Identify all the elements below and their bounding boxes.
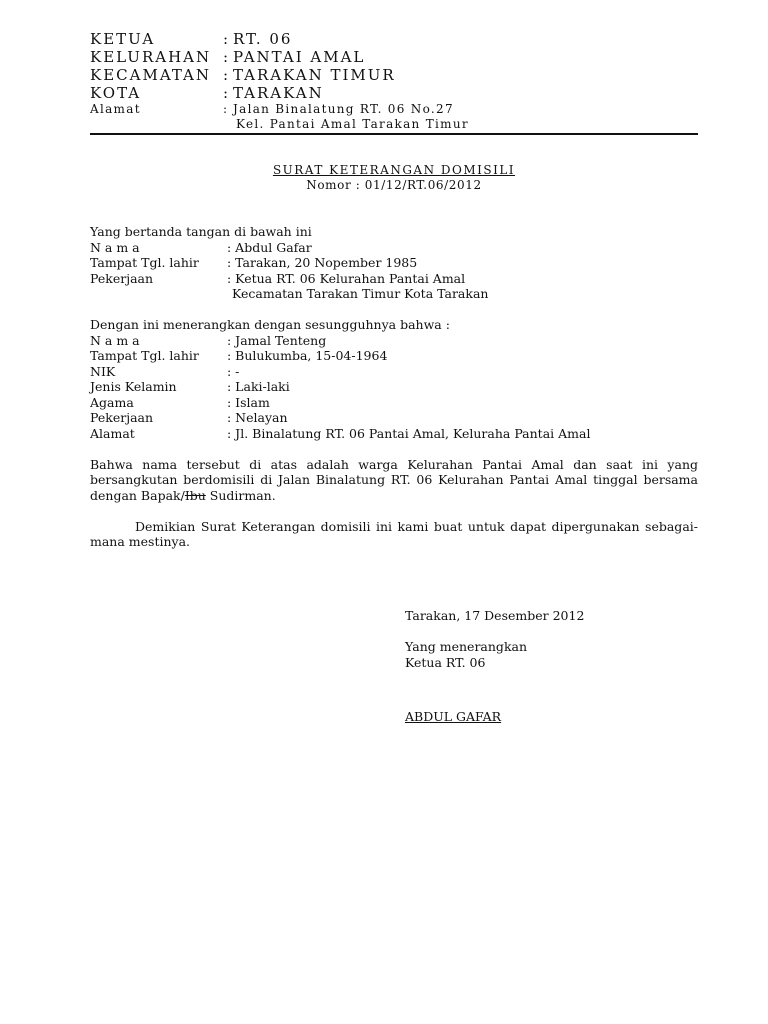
letter-body [90,224,698,550]
subject-name-row: N a m a : Jamal Tenteng [90,332,327,348]
signer-job-row: Pekerjaan : Ketua RT. 06 Kelurahan Pantai Amal [90,270,466,286]
signer-position: Ketua RT. 06 [405,654,486,670]
letterhead [90,30,700,132]
statement-paragraph: Bahwa nama tersebut di atas adalah warga Kelurahan Pantai Amal dan saat ini yang bersangkutan berdomisili di Jalan Binalatung RT. 06 Kelurahan Pantai Amal tinggal bersama dengan Bapak/Ibu Sudirman. [90,456,698,503]
subject-birth-row: Tampat Tgl. lahir : Bulukumba, 15-04-1964 [90,348,388,363]
letterhead-address: Alamat : Jalan Binalatung RT. 06 No.27 [90,102,454,116]
signer-intro: Yang bertanda tangan di bawah ini [90,224,312,239]
letterhead-address-line2: Kel. Pantai Amal Tarakan Timur [236,117,469,131]
signer-name: ABDUL GAFAR [405,709,502,724]
letterhead-row-kota: KOTA : TARAKAN [90,84,324,102]
signer-birth-row: Tampat Tgl. lahir : Tarakan, 20 Nopember 1985 [90,255,418,270]
title-heading: SURAT KETERANGAN DOMISILI [272,163,516,177]
signer-job-row-2: Kecamatan Tarakan Timur Kota Tarakan [232,286,489,301]
closing-paragraph: Demikian Surat Keterangan domisili ini kami buat untuk dapat dipergunakan sebagai-mana mestinya. [90,518,698,549]
subject-religion-row: Agama : Islam [90,394,270,410]
place-date: Tarakan, 17 Desember 2012 [405,608,585,623]
subject-address-row: Alamat : Jl. Binalatung RT. 06 Pantai Amal, Keluraha Pantai Amal [90,425,591,441]
subject-nik-row: NIK : - [90,363,240,379]
letterhead-row-kecamatan: KECAMATAN : TARAKAN TIMUR [90,66,396,84]
subject-gender-row: Jenis Kelamin : Laki-laki [90,379,290,394]
subject-job-row: Pekerjaan : Nelayan [90,410,288,425]
signer-role: Yang menerangkan [405,639,528,654]
struck-text: Ibu [184,487,206,503]
letterhead-row-ketua: KETUA : RT. 06 [90,30,293,48]
document-number: Nomor : 01/12/RT.06/2012 [306,178,482,192]
signature-block [405,608,584,725]
letterhead-divider [90,133,698,135]
subject-intro: Dengan ini menerangkan dengan sesungguhnya bahwa : [90,317,450,332]
document-title [90,163,698,193]
signer-name-row: N a m a : Abdul Gafar [90,239,312,255]
letterhead-row-kelurahan: KELURAHAN : PANTAI AMAL [90,48,366,66]
